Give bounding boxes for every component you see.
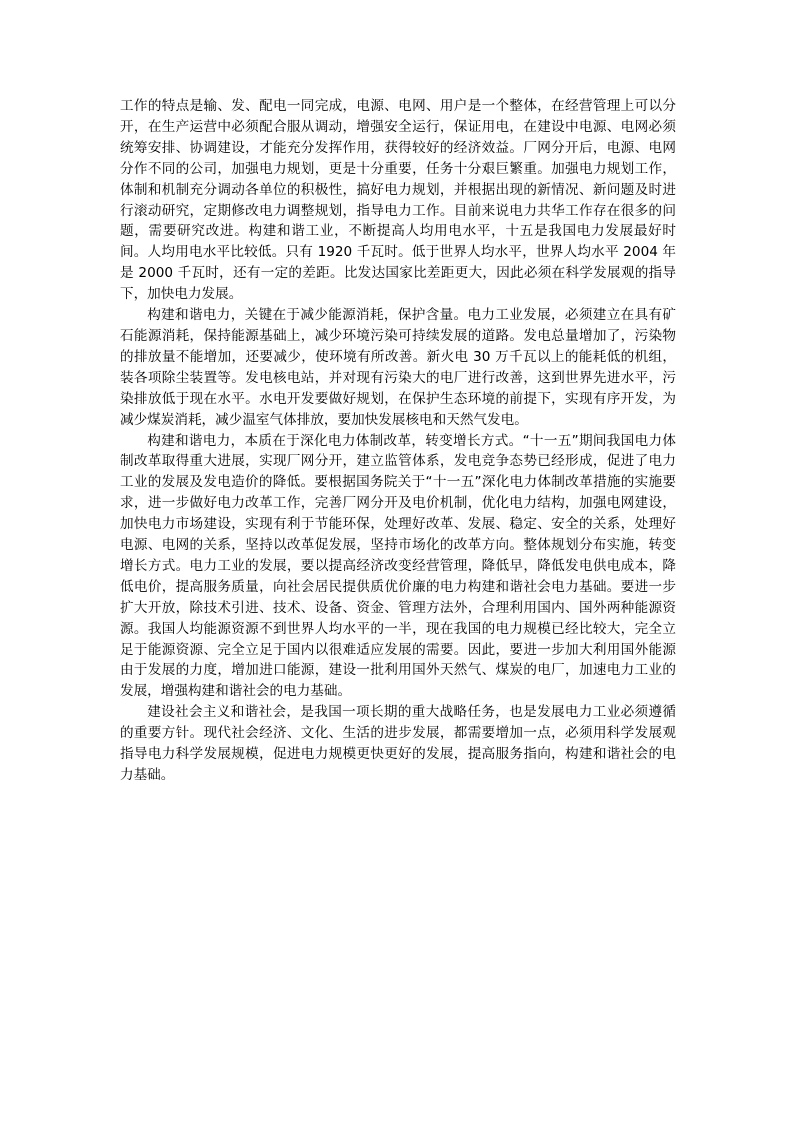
document-body — [120, 96, 676, 786]
paragraph-2: 构建和谐电力，关键在于减少能源消耗，保护含量。电力工业发展，必须建立在具有矿石能源消耗，保持能源基础上，减少环境污染可持续发展的道路。发电总量增加了，污染物的排放量不能增加，还要减少，使环境有所改善。新火电 30 万千瓦以上的能耗低的机组，装各项除尘装置等。发电核电站，并对现有污染大的电厂进行改善，这到世界先进水平，污染排放低于现在水平。水电开发要做好规划，在保护生态环境的前提下，实现有序开发，为减少煤炭消耗，减少温室气体排放，要加快发展核电和天然气发电。 — [120, 307, 676, 428]
paragraph-3: 构建和谐电力，本质在于深化电力体制改革，转变增长方式。“十一五”期间我国电力体制改革取得重大进展，实现厂网分开，建立监管体系，发电竞争态势已经形成，促进了电力工业的发展及发电造价的降低。要根据国务院关于“十一五”深化电力体制改革措施的实施要求，进一步做好电力改革工作，完善厂网分开及电价机制，优化电力结构，加强电网建设，加快电力市场建设，实现有利于节能环保，处理好改革、发展、稳定、安全的关系，处理好电源、电网的关系，坚持以改革促发展，坚持市场化的改革方向。整体规划分布实施，转变增长方式。电力工业的发展，要以提高经济改变经营管理，降低早，降低发电供电成本，降低电价，提高服务质量，向社会居民提供质优价廉的电力构建和谐社会电力基础。要进一步扩大开放，除技术引进、技术、设备、资金、管理方法外，合理利用国内、国外两种能源资源。我国人均能源资源不到世界人均水平的一半，现在我国的电力规模已经比较大，完全立足于能源资源、完全立足于国内以很难适应发展的需要。因此，要进一步加大利用国外能源由于发展的力度，增加进口能源，建设一批利用国外天然气、煤炭的电厂，加速电力工业的发展，增强构建和谐社会的电力基础。 — [120, 432, 676, 700]
paragraph-1: 工作的特点是输、发、配电一同完成，电源、电网、用户是一个整体，在经营管理上可以分开，在生产运营中必须配合服从调动，增强安全运行，保证用电，在建设中电源、电网必须统筹安排、协调建设，才能充分发挥作用，获得较好的经济效益。厂网分开后，电源、电网分作不同的公司，加强电力规划，更是十分重要，任务十分艰巨繁重。加强电力规划工作，体制和机制充分调动各单位的积极性，搞好电力规划，并根据出现的新情况、新问题及时进行滚动研究，定期修改电力调整规划，指导电力工作。目前来说电力共华工作存在很多的问题，需要研究改进。构建和谐工业，不断提高人均用电水平，十五是我国电力发展最好时间。人均用电水平比较低。只有 1920 千瓦时。低于世界人均水平，世界人均水平 2004 年是 2000 千瓦时，还有一定的差距。比发达国家比差距更大，因此必须在科学发展观的指导下，加快电力发展。 — [120, 98, 676, 303]
paragraph-4: 建设社会主义和谐社会，是我国一项长期的重大战略任务，也是发展电力工业必须遵循的重要方针。现代社会经济、文化、生活的进步发展，都需要增加一点，必须用科学发展观指导电力科学发展规模，促进电力规模更快更好的发展，提高服务指向，构建和谐社会的电力基础。 — [120, 704, 676, 783]
